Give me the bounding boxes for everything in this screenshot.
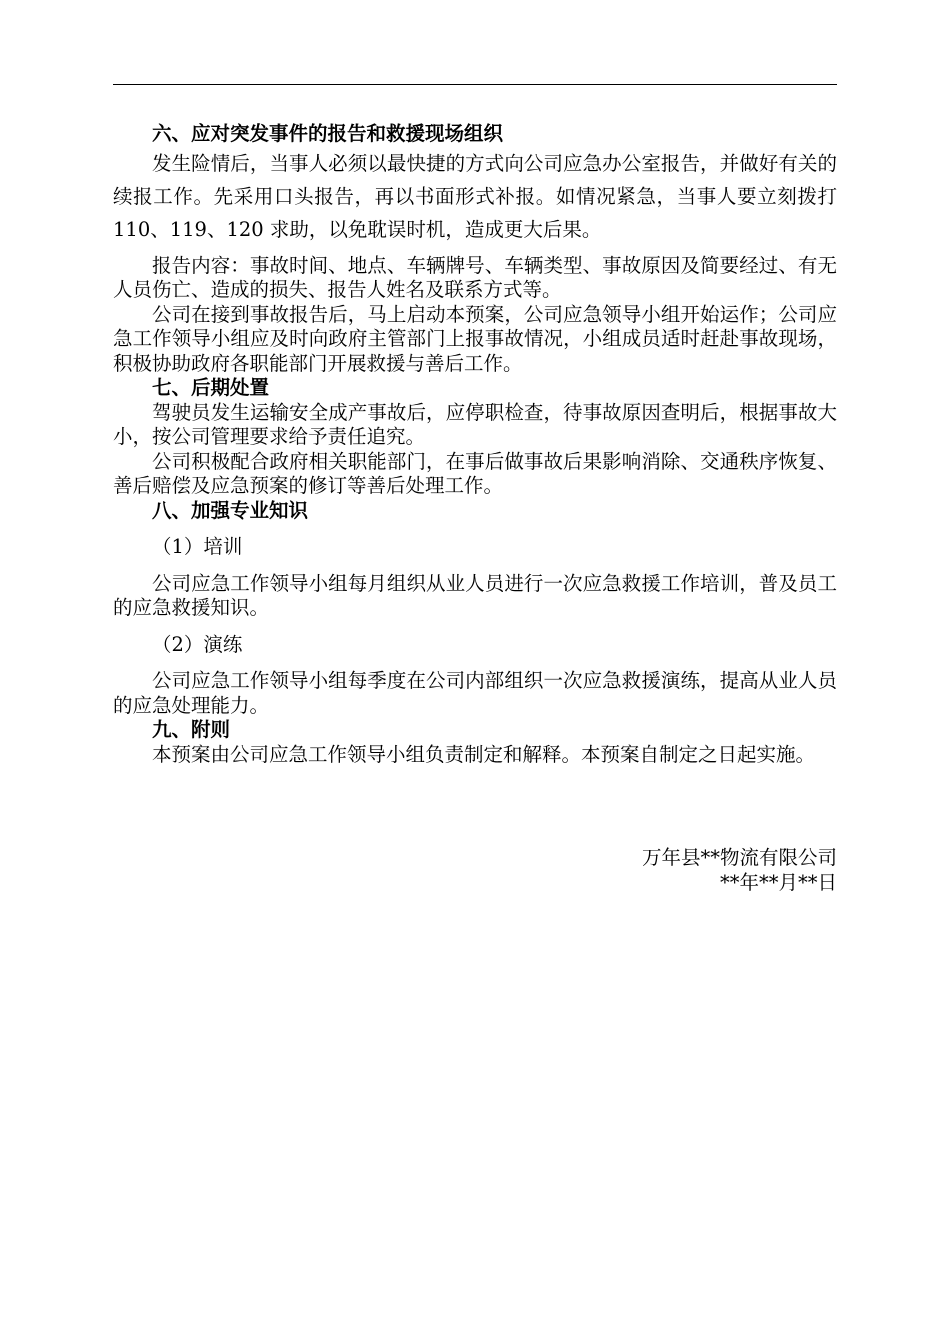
section-heading-6: 六、应对突发事件的报告和救援现场组织 (152, 122, 504, 145)
document-body (113, 122, 837, 767)
signature-company: 万年县**物流有限公司 (641, 846, 837, 869)
subsection-text-drill: 公司应急工作领导小组每季度在公司内部组织一次应急救援演练，提高从业人员的应急处理能力。 (113, 669, 837, 717)
section-heading-8: 八、加强专业知识 (152, 498, 309, 522)
subsection-title-training: （1）培训 (152, 535, 243, 558)
section-6-paragraph-2: 报告内容：事故时间、地点、车辆牌号、车辆类型、事故原因及简要经过、有无人员伤亡、造成的损失、报告人姓名及联系方式等。 (113, 253, 837, 301)
header-rule (113, 84, 837, 85)
section-heading-7: 七、后期处置 (152, 376, 270, 399)
section-7-paragraph-2: 公司积极配合政府相关职能部门，在事后做事故后果影响消除、交通秩序恢复、善后赔偿及应急预案的修订等善后处理工作。 (113, 449, 837, 497)
signature-block (642, 845, 837, 895)
subsection-title-drill: （2）演练 (152, 632, 243, 656)
section-6-paragraph-3: 公司在接到事故报告后，马上启动本预案，公司应急领导小组开始运作；公司应急工作领导小组应及时向政府主管部门上报事故情况，小组成员适时赶赴事故现场，积极协助政府各职能部门开展救援与善后工作。 (113, 302, 837, 375)
section-heading-9: 九、附则 (152, 718, 231, 741)
section-7-paragraph-1: 驾驶员发生运输安全成产事故后，应停职检查，待事故原因查明后，根据事故大小，按公司管理要求给予责任追究。 (113, 400, 837, 448)
section-9-paragraph-1: 本预案由公司应急工作领导小组负责制定和解释。本预案自制定之日起实施。 (152, 742, 816, 766)
signature-date: **年**月**日 (719, 871, 837, 894)
section-6-paragraph-1: 发生险情后，当事人必须以最快捷的方式向公司应急办公室报告，并做好有关的续报工作。先采用口头报告，再以书面形式补报。如情况紧急，当事人要立刻拨打 110、119、120 求助，以免耽误时机，造成更大后果。 (113, 151, 837, 241)
subsection-text-training: 公司应急工作领导小组每月组织从业人员进行一次应急救援工作培训，普及员工的应急救援知识。 (113, 571, 837, 619)
